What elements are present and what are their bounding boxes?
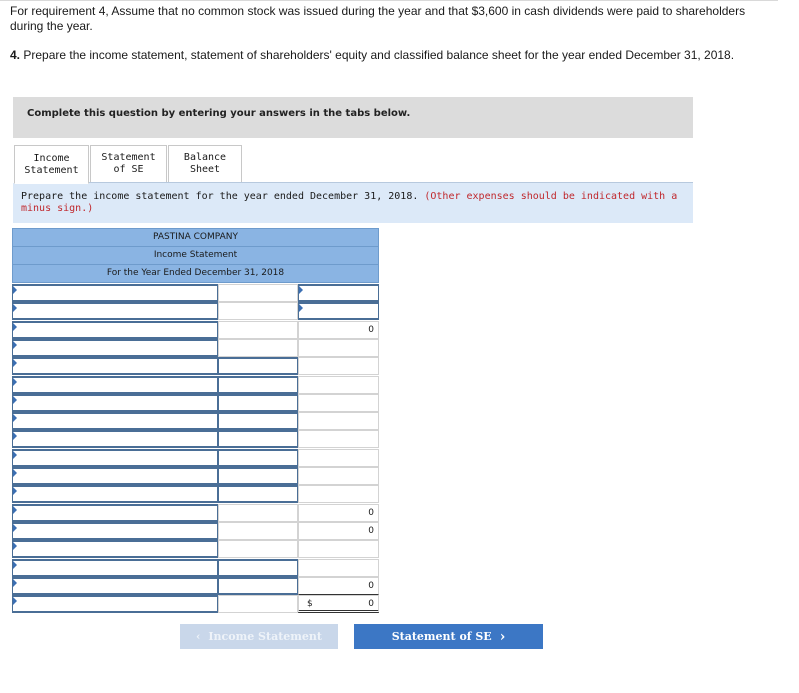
chevron-left-icon: ‹: [196, 630, 201, 643]
account-name-input[interactable]: [12, 302, 218, 320]
dropdown-marker-icon: [13, 432, 17, 440]
dropdown-marker-icon: [13, 451, 17, 459]
account-name-input[interactable]: [12, 376, 218, 394]
statement-row: [12, 394, 379, 412]
total-value: 0: [368, 599, 374, 610]
dropdown-marker-icon: [13, 286, 17, 294]
amount-input[interactable]: [218, 577, 298, 595]
total-cell: [298, 559, 379, 577]
dropdown-marker-icon: [13, 506, 17, 514]
dropdown-marker-icon: [13, 304, 17, 312]
total-cell: [298, 577, 379, 595]
statement-row: [12, 540, 379, 558]
account-name-input[interactable]: [12, 394, 218, 412]
account-name-input[interactable]: [12, 321, 218, 339]
dropdown-marker-icon: [13, 359, 17, 367]
amount-input[interactable]: [218, 357, 298, 375]
account-name-input[interactable]: [12, 522, 218, 540]
dropdown-marker-icon: [13, 396, 17, 404]
total-input[interactable]: [298, 284, 379, 302]
total-input[interactable]: [298, 302, 379, 320]
total-cell: [298, 504, 379, 522]
total-cell: [298, 522, 379, 540]
intro-text: For requirement 4, Assume that no common stock was issued during the year and that $3,600 in cash dividends were paid to shareholders during the year.: [10, 4, 746, 33]
company-name: PASTINA COMPANY: [12, 228, 379, 247]
amount-input[interactable]: [218, 412, 298, 430]
dropdown-marker-icon: [13, 524, 17, 532]
dropdown-marker-icon: [13, 542, 17, 550]
total-value: 0: [368, 507, 374, 518]
amount-input[interactable]: [218, 485, 298, 503]
total-value: 0: [368, 324, 374, 335]
statement-row: [12, 430, 379, 448]
banner-text: Complete this question by entering your answers in the tabs below.: [27, 108, 411, 119]
statement-row: [12, 412, 379, 430]
dropdown-marker-icon: [13, 323, 17, 331]
dropdown-marker-icon: [299, 304, 303, 312]
amount-input[interactable]: [218, 559, 298, 577]
amount-input[interactable]: [218, 449, 298, 467]
requirement-body: Prepare the income statement, statement of shareholders' equity and classified balance sheet for the year ended December 31, 2018.: [20, 48, 735, 62]
instruction-note: (Other expenses should be indicated with a minus sign.): [21, 191, 678, 214]
statement-row: [12, 376, 379, 394]
account-name-input[interactable]: [12, 284, 218, 302]
tab-instruction: [13, 183, 693, 223]
account-name-input[interactable]: [12, 540, 218, 558]
account-name-input[interactable]: [12, 504, 218, 522]
tab-balance-sheet[interactable]: [168, 145, 242, 182]
dropdown-marker-icon: [13, 597, 17, 605]
statement-row: [12, 339, 379, 357]
statement-row: [12, 577, 379, 595]
instructions-banner: [13, 97, 693, 138]
total-cell: [298, 540, 379, 558]
total-cell: [298, 449, 379, 467]
tab-label-line2: Sheet: [189, 164, 221, 175]
total-cell: [298, 595, 379, 613]
amount-cell: [218, 595, 298, 613]
chevron-right-icon: ›: [499, 628, 506, 645]
statement-row: [12, 522, 379, 540]
amount-input[interactable]: [218, 430, 298, 448]
statement-row: [12, 559, 379, 577]
next-tab-button[interactable]: [354, 624, 543, 649]
account-name-input[interactable]: [12, 595, 218, 613]
dropdown-marker-icon: [299, 286, 303, 294]
dropdown-marker-icon: [13, 469, 17, 477]
prev-tab-button: [180, 624, 338, 649]
account-name-input[interactable]: [12, 357, 218, 375]
total-cell: [298, 430, 379, 448]
amount-cell: [218, 504, 298, 522]
requirement-number: 4.: [10, 48, 21, 62]
total-cell: [298, 394, 379, 412]
total-cell: [298, 412, 379, 430]
next-button-label: Statement of SE: [391, 630, 492, 643]
statement-row: [12, 321, 379, 339]
total-cell: [298, 357, 379, 375]
statement-row: [12, 284, 379, 302]
dropdown-marker-icon: [13, 414, 17, 422]
account-name-input[interactable]: [12, 412, 218, 430]
total-cell: [298, 376, 379, 394]
account-name-input[interactable]: [12, 467, 218, 485]
tab-label-line2: of SE: [113, 164, 144, 175]
dropdown-marker-icon: [13, 378, 17, 386]
top-divider: [0, 0, 778, 1]
statement-row: [12, 302, 379, 320]
tab-label-line2: Statement: [24, 164, 79, 176]
account-name-input[interactable]: [12, 430, 218, 448]
amount-cell: [218, 540, 298, 558]
tab-income-statement[interactable]: [14, 145, 89, 184]
instruction-text: Prepare the income statement for the year ended December 31, 2018.: [21, 191, 425, 202]
statement-row: [12, 467, 379, 485]
tab-label-line1: Balance: [183, 152, 227, 163]
amount-input[interactable]: [218, 376, 298, 394]
tab-statement-of-se[interactable]: [90, 145, 167, 182]
statement-row: [12, 449, 379, 467]
total-cell: [298, 321, 379, 339]
amount-cell: [218, 302, 298, 320]
dropdown-marker-icon: [13, 561, 17, 569]
tab-label-line1: Income: [33, 152, 70, 164]
account-name-input[interactable]: [12, 449, 218, 467]
requirement-text: [10, 48, 770, 63]
dropdown-marker-icon: [13, 579, 17, 587]
statement-period: For the Year Ended December 31, 2018: [12, 264, 379, 283]
dropdown-marker-icon: [13, 341, 17, 349]
statement-row: [12, 504, 379, 522]
total-value: 0: [368, 525, 374, 536]
account-name-input[interactable]: [12, 339, 218, 357]
amount-cell: [218, 339, 298, 357]
account-name-input[interactable]: [12, 577, 218, 595]
amount-input[interactable]: [218, 394, 298, 412]
amount-input[interactable]: [218, 467, 298, 485]
prev-button-label: Income Statement: [208, 630, 322, 643]
amount-cell: [218, 284, 298, 302]
total-cell: [298, 485, 379, 503]
amount-cell: [218, 522, 298, 540]
statement-row: [12, 357, 379, 375]
account-name-input[interactable]: [12, 559, 218, 577]
total-cell: [298, 467, 379, 485]
currency-symbol: $: [307, 599, 313, 610]
dropdown-marker-icon: [13, 487, 17, 495]
account-name-input[interactable]: [12, 485, 218, 503]
amount-cell: [218, 321, 298, 339]
total-cell: [298, 339, 379, 357]
statement-title: Income Statement: [12, 246, 379, 265]
tab-label-line1: Statement: [101, 152, 156, 163]
total-value: 0: [368, 580, 374, 591]
statement-row: [12, 485, 379, 503]
statement-row: [12, 595, 379, 613]
